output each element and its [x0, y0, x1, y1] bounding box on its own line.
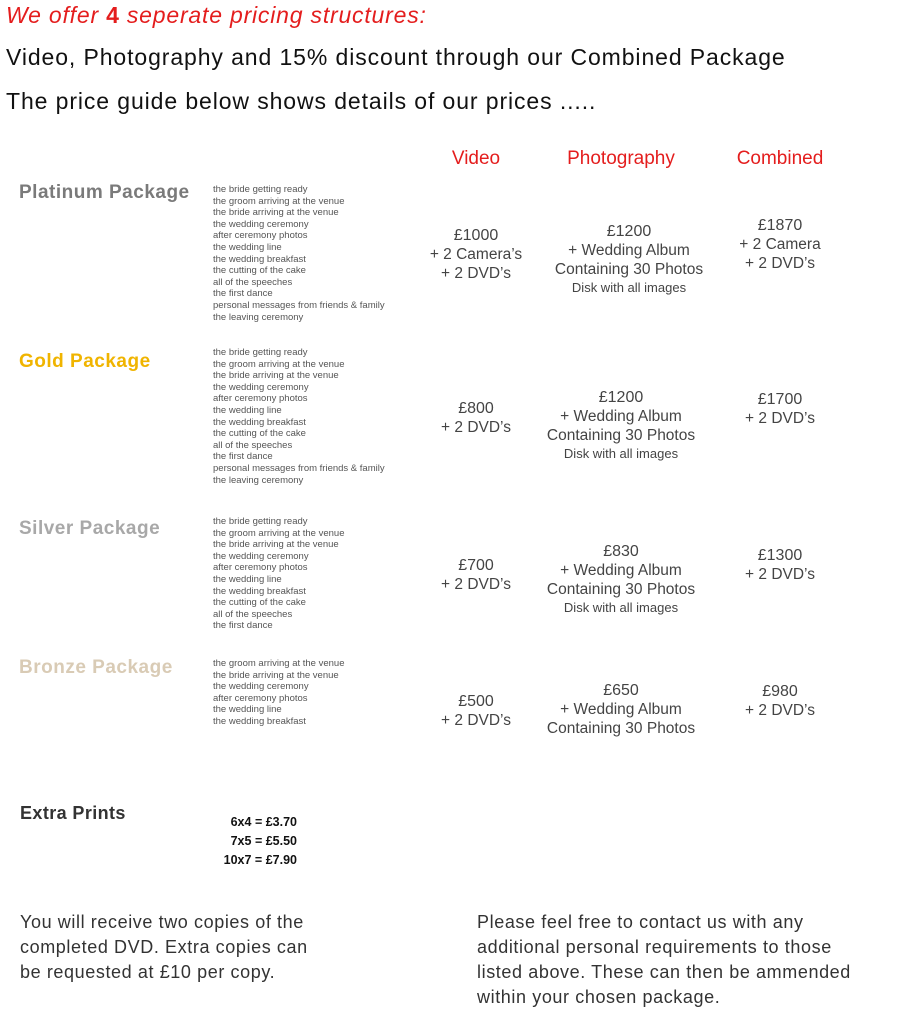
price-detail: + 2 Camera — [739, 236, 821, 253]
feature-item: all of the speeches — [213, 439, 293, 451]
feature-item: after ceremony photos — [213, 562, 308, 574]
extra-print-item: 6x4 = £3.70 — [230, 815, 297, 829]
price-detail: Containing 30 Photos — [546, 581, 696, 598]
feature-item: the bride getting ready — [213, 347, 308, 358]
column-header-photography: Photography — [567, 148, 675, 169]
price: £1700 — [757, 391, 803, 408]
note-line: listed above. These can then be ammended — [477, 962, 851, 982]
feature-item: personal messages from friends & family — [213, 299, 385, 311]
price: £700 — [458, 557, 494, 574]
feature-item: the wedding breakfast — [213, 715, 306, 727]
price: £800 — [458, 400, 494, 417]
feature-item: the leaving ceremony — [213, 311, 304, 323]
price-bronze-combined — [695, 682, 865, 720]
headline — [6, 2, 427, 29]
feature-item: the first dance — [213, 620, 273, 632]
price: £1300 — [757, 547, 803, 564]
feature-item: the wedding line — [213, 573, 282, 585]
price-detail: + 2 DVD’s — [441, 576, 511, 593]
price: £500 — [458, 693, 494, 710]
feature-item: the bride arriving at the venue — [213, 370, 339, 382]
feature-item: the wedding breakfast — [213, 585, 306, 597]
feature-item: the wedding ceremony — [213, 681, 309, 693]
intro-line: Video, Photography and 15% discount through our Combined Package — [6, 44, 786, 70]
price: £830 — [603, 543, 639, 560]
headline-number: 4 — [106, 2, 120, 28]
price-detail: + Wedding Album — [568, 242, 690, 259]
price-detail: + 2 DVD’s — [745, 255, 815, 272]
feature-item: the bride getting ready — [213, 184, 308, 195]
extra-prints-title: Extra Prints — [20, 803, 126, 823]
price-detail: + 2 DVD’s — [745, 702, 815, 719]
feature-item: the wedding line — [213, 241, 282, 253]
intro-line-2: The price guide below shows details of our prices ..... — [6, 88, 597, 114]
note-line: completed DVD. Extra copies can — [20, 937, 308, 957]
price-gold-photography — [536, 388, 706, 462]
feature-item: the wedding ceremony — [213, 381, 309, 393]
price-detail: + 2 Camera’s — [429, 246, 523, 263]
feature-item: the bride arriving at the venue — [213, 539, 339, 551]
price-silver-combined — [695, 546, 865, 584]
price-detail: + 2 DVD’s — [745, 566, 815, 583]
feature-item: the wedding breakfast — [213, 416, 306, 428]
price-platinum-video — [391, 226, 561, 283]
price-detail: + 2 DVD’s — [441, 419, 511, 436]
feature-item: the first dance — [213, 288, 273, 300]
feature-item: the groom arriving at the venue — [213, 195, 345, 207]
price-silver-photography — [536, 542, 706, 616]
feature-item: the leaving ceremony — [213, 474, 304, 486]
feature-item: the groom arriving at the venue — [213, 358, 345, 370]
dvd-copies-note — [20, 910, 308, 985]
price: £650 — [603, 682, 639, 699]
price-detail: Containing 30 Photos — [546, 720, 696, 737]
price: £1200 — [598, 389, 644, 406]
feature-item: after ceremony photos — [213, 692, 308, 704]
feature-item: personal messages from friends & family — [213, 462, 385, 474]
feature-item: the groom arriving at the venue — [213, 527, 345, 539]
feature-item: after ceremony photos — [213, 393, 308, 405]
price-detail: + Wedding Album — [560, 408, 682, 425]
note-line: additional personal requirements to those — [477, 937, 832, 957]
price-platinum-photography — [544, 222, 714, 296]
headline-text-end: seperate pricing structures: — [119, 2, 427, 28]
price-detail-small: Disk with all images — [563, 600, 679, 615]
package-title-bronze: Bronze Package — [19, 657, 173, 678]
feature-item: the wedding line — [213, 404, 282, 416]
feature-list-bronze — [213, 658, 345, 728]
feature-item: the bride getting ready — [213, 516, 308, 527]
extra-print-item: 7x5 = £5.50 — [230, 834, 297, 848]
feature-item: the cutting of the cake — [213, 597, 306, 609]
feature-item: all of the speeches — [213, 276, 293, 288]
contact-note — [477, 910, 851, 1010]
note-line: within your chosen package. — [477, 987, 721, 1007]
price-detail: + Wedding Album — [560, 701, 682, 718]
feature-item: the bride arriving at the venue — [213, 207, 339, 219]
feature-item: the bride arriving at the venue — [213, 669, 339, 681]
package-title-silver: Silver Package — [19, 518, 161, 539]
feature-item: all of the speeches — [213, 608, 293, 620]
feature-item: the groom arriving at the venue — [213, 658, 345, 669]
feature-item: after ceremony photos — [213, 230, 308, 242]
price: £1200 — [606, 223, 652, 240]
price-bronze-photography — [536, 681, 706, 738]
price-detail: + 2 DVD’s — [441, 712, 511, 729]
price-detail: Containing 30 Photos — [546, 427, 696, 444]
feature-item: the cutting of the cake — [213, 428, 306, 440]
feature-list-gold — [213, 347, 385, 486]
price: £980 — [762, 683, 798, 700]
package-title-gold: Gold Package — [19, 351, 151, 372]
price-detail: + Wedding Album — [560, 562, 682, 579]
note-line: Please feel free to contact us with any — [477, 912, 804, 932]
column-header-video: Video — [451, 148, 501, 169]
price-detail-small: Disk with all images — [571, 280, 687, 295]
extra-print-item: 10x7 = £7.90 — [223, 853, 297, 867]
headline-text: We offer — [6, 2, 107, 28]
feature-item: the wedding ceremony — [213, 550, 309, 562]
price-detail-small: Disk with all images — [563, 446, 679, 461]
feature-item: the wedding breakfast — [213, 253, 306, 265]
price-detail: + 2 DVD’s — [745, 410, 815, 427]
feature-item: the wedding ceremony — [213, 218, 309, 230]
price-platinum-combined — [695, 216, 865, 273]
price-detail: + 2 DVD’s — [441, 265, 511, 282]
note-line: be requested at £10 per copy. — [20, 962, 276, 982]
note-line: You will receive two copies of the — [20, 912, 304, 932]
price-detail: Containing 30 Photos — [554, 261, 704, 278]
feature-item: the wedding line — [213, 704, 282, 716]
price-gold-combined — [695, 390, 865, 428]
feature-item: the cutting of the cake — [213, 265, 306, 277]
feature-item: the first dance — [213, 451, 273, 463]
column-header-combined: Combined — [736, 148, 824, 169]
price: £1000 — [453, 227, 499, 244]
feature-list-silver — [213, 516, 345, 632]
feature-list-platinum — [213, 184, 385, 323]
package-title-platinum: Platinum Package — [19, 182, 190, 203]
price: £1870 — [757, 217, 803, 234]
